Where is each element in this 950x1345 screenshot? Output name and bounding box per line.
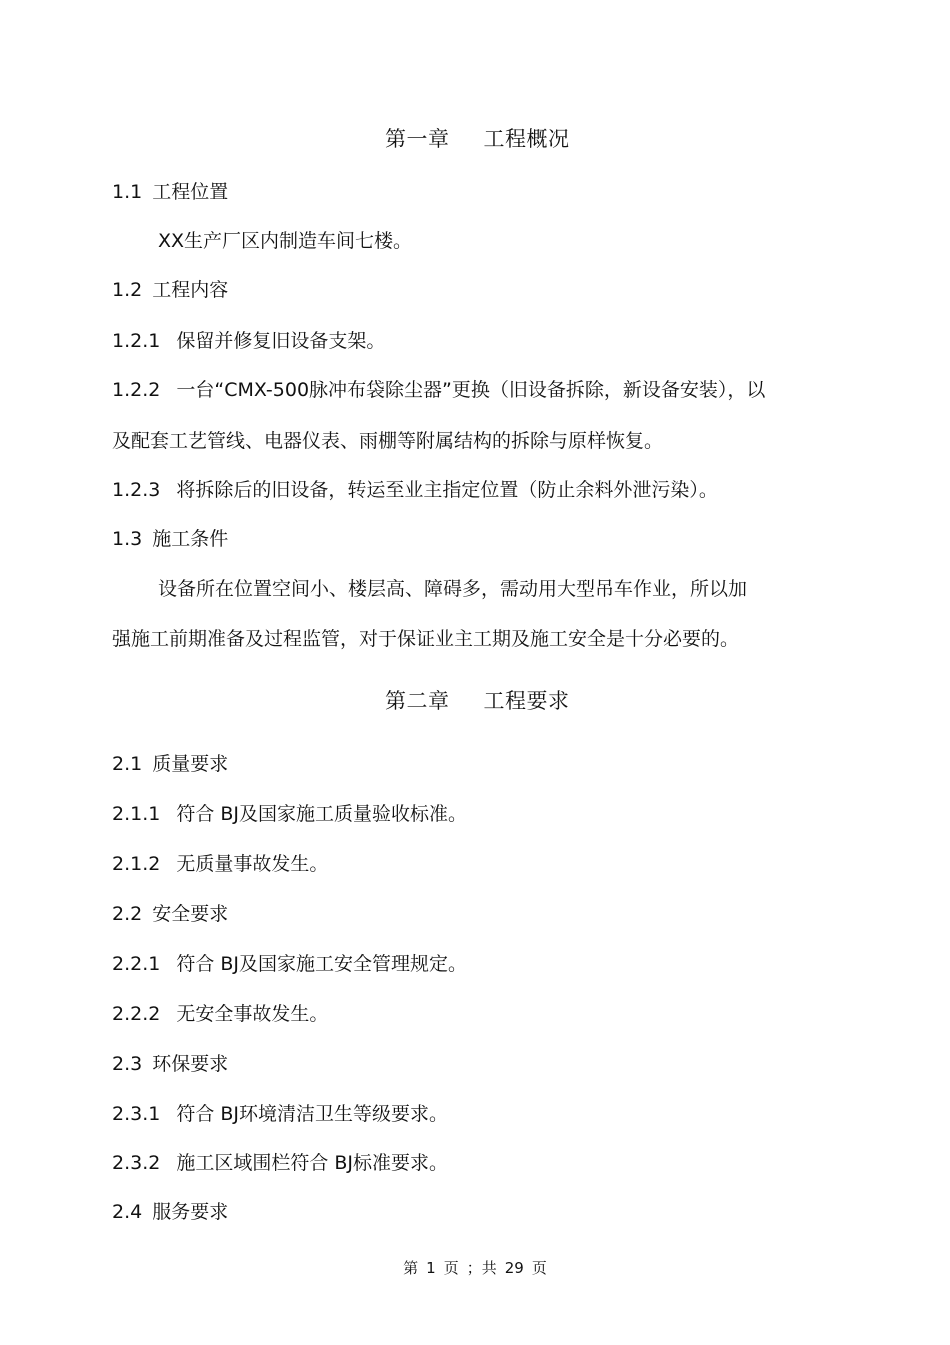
section-number: 1.2.3 [112, 479, 161, 501]
section-number: 1.2 [112, 279, 143, 301]
section-text: 一台“CMX-500脉冲布袋除尘器”更换（旧设备拆除，新设备安装），以 [176, 379, 766, 401]
page-footer [0, 1258, 950, 1278]
section-text: 符合 BJ环境清洁卫生等级要求。 [176, 1103, 449, 1125]
section-2-1-1 [112, 802, 467, 826]
section-1-3-body-line2: 强施工前期准备及过程监管，对于保证业主工期及施工安全是十分必要的。 [112, 628, 740, 650]
section-text: 无安全事故发生。 [176, 1003, 329, 1025]
section-text: 服务要求 [152, 1201, 229, 1223]
footer-separator: ；共 [466, 1259, 497, 1277]
footer-page-number: 1 [426, 1259, 436, 1277]
footer-prefix: 第 [403, 1259, 419, 1277]
section-text: 将拆除后的旧设备，转运至业主指定位置（防止余料外泄污染）。 [176, 479, 718, 501]
chapter-1-title [385, 127, 570, 151]
section-1-2-3 [112, 478, 718, 502]
section-2-3-heading [112, 1052, 228, 1076]
section-text: 无质量事故发生。 [176, 853, 329, 875]
section-number: 1.3 [112, 528, 143, 550]
section-2-3-1 [112, 1102, 448, 1126]
section-1-3-body-line1: 设备所在位置空间小、楼层高、障碍多，需动用大型吊车作业，所以加 [158, 578, 748, 600]
section-text: 环保要求 [152, 1053, 229, 1075]
chapter-2-title [385, 689, 570, 713]
section-text: 施工区域围栏符合 BJ标准要求。 [176, 1152, 449, 1174]
section-2-2-heading [112, 902, 228, 926]
section-number: 2.3.1 [112, 1103, 161, 1125]
section-text: 保留并修复旧设备支架。 [176, 330, 386, 352]
section-number: 1.2.2 [112, 379, 161, 401]
chapter-2-name: 工程要求 [483, 689, 570, 713]
section-1-1-body: XX生产厂区内制造车间七楼。 [158, 230, 413, 252]
section-number: 2.4 [112, 1201, 143, 1223]
section-number: 2.1.2 [112, 853, 161, 875]
section-text: 工程内容 [152, 279, 229, 301]
section-number: 1.1 [112, 181, 143, 203]
section-1-2-2-continuation: 及配套工艺管线、电器仪表、雨棚等附属结构的拆除与原样恢复。 [112, 430, 664, 452]
chapter-2-number: 第二章 [385, 689, 450, 713]
section-text: 工程位置 [152, 181, 229, 203]
section-number: 2.3 [112, 1053, 143, 1075]
section-2-2-2 [112, 1002, 328, 1026]
section-number: 2.2 [112, 903, 143, 925]
section-1-2-2 [112, 378, 765, 402]
section-text: 质量要求 [152, 753, 229, 775]
section-2-2-1 [112, 952, 467, 976]
footer-total-pages: 29 [504, 1259, 524, 1277]
section-1-2-heading [112, 278, 228, 302]
section-text: 安全要求 [152, 903, 229, 925]
section-1-3-heading [112, 527, 228, 551]
section-text: 施工条件 [152, 528, 229, 550]
section-number: 1.2.1 [112, 330, 161, 352]
footer-total-unit: 页 [531, 1259, 547, 1277]
chapter-1-name: 工程概况 [483, 127, 570, 151]
chapter-1-number: 第一章 [385, 127, 450, 151]
section-text: 符合 BJ及国家施工质量验收标准。 [176, 803, 468, 825]
section-number: 2.1.1 [112, 803, 161, 825]
section-number: 2.2.2 [112, 1003, 161, 1025]
section-2-1-2 [112, 852, 328, 876]
section-number: 2.1 [112, 753, 143, 775]
section-number: 2.3.2 [112, 1152, 161, 1174]
footer-page-unit: 页 [443, 1259, 459, 1277]
section-1-1-heading [112, 180, 228, 204]
section-2-3-2 [112, 1151, 448, 1175]
section-number: 2.2.1 [112, 953, 161, 975]
section-1-2-1 [112, 329, 385, 353]
section-2-4-heading [112, 1200, 228, 1224]
section-text: 符合 BJ及国家施工安全管理规定。 [176, 953, 468, 975]
section-2-1-heading [112, 752, 228, 776]
